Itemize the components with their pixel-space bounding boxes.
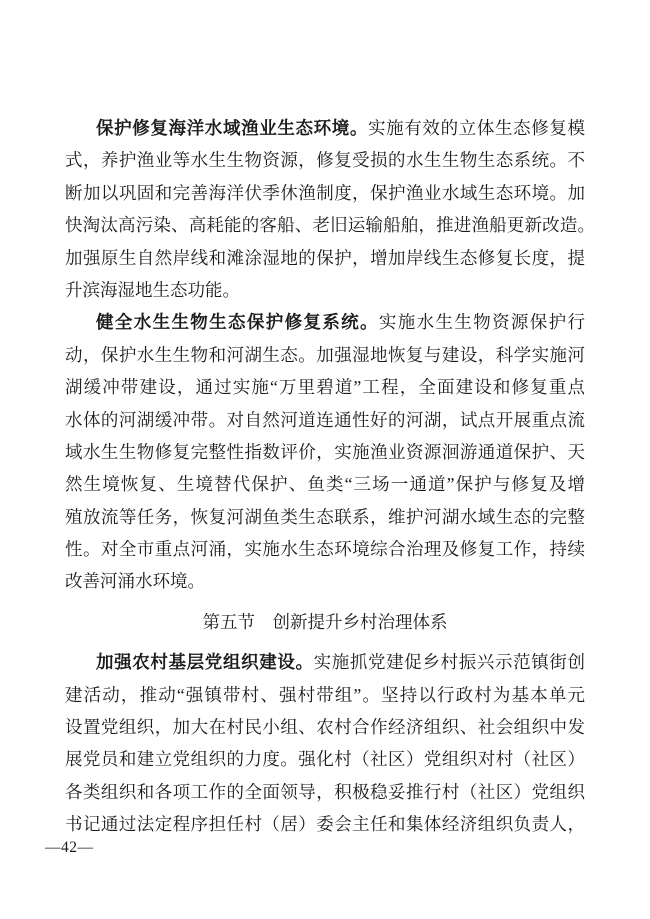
bold-lead-text: 保护修复海洋水域渔业生态环境。 [96, 118, 369, 138]
body-text-run: 式，养护渔业等水生生物资源，修复受损的水生生物生态系统。不 [65, 150, 585, 171]
body-text-run: 水体的河湖缓冲带。对自然河道连通性好的河湖，试点开展重点流 [65, 409, 585, 430]
text-line [65, 711, 585, 743]
text-line [65, 533, 585, 565]
body-text-run: 升滨海湿地生态功能。 [65, 279, 240, 300]
body-text-run: 书记通过法定程序担任村（居）委会主任和集体经济组织负责人， [65, 814, 585, 835]
body-text-run: 实施抓党建促乡村振兴示范镇街创 [313, 652, 586, 673]
text-line [65, 743, 585, 775]
text-line [65, 209, 595, 241]
body-text-run: 建活动，推动“强镇带村、强村带组”。坚持以行政村为基本单元 [65, 684, 585, 705]
text-line [65, 468, 585, 500]
text-line [65, 501, 585, 533]
body-text-run: 展党员和建立党组织的力度。强化村（社区）党组织对村（社区） [65, 749, 585, 770]
text-line [65, 808, 585, 840]
text-line [65, 371, 585, 403]
page-number: —42— [45, 839, 94, 856]
body-text-run: 实施水生生物资源保护行 [378, 312, 586, 333]
bold-lead-text: 健全水生生物生态保护修复系统。 [96, 312, 379, 333]
body-text-run: 设置党组织，加大在村民小组、农村合作经济组织、社会组织中发 [65, 717, 585, 738]
section-heading: 第五节 创新提升乡村治理体系 [202, 611, 448, 632]
text-line [65, 274, 585, 306]
body-text-run: 各类组织和各项工作的全面领导，积极稳妥推行村（社区）党组织 [65, 781, 585, 802]
body-text-run: 然生境恢复、生境替代保护、鱼类“三场一通道”保护与修复及增 [65, 474, 585, 495]
text-line [65, 144, 585, 176]
text-line [65, 646, 585, 678]
body-text-run: 加强原生自然岸线和滩涂湿地的保护，增加岸线生态修复长度，提 [65, 247, 585, 268]
paragraph-2 [65, 306, 585, 598]
text-line [65, 436, 585, 468]
body-text-run: 断加以巩固和完善海洋伏季休渔制度，保护渔业水域生态环境。加 [65, 182, 585, 203]
body-text-run: 快淘汰高污染、高耗能的客船、老旧运输船舶，推进渔船更新改造。 [65, 215, 595, 236]
text-line [65, 112, 585, 144]
text-line [65, 679, 585, 711]
body-text-run: 域水生生物修复完整性指数评价，实施渔业资源洄游通道保护、天 [65, 441, 585, 462]
text-line [65, 339, 585, 371]
document-text [65, 112, 595, 841]
body-text-run: 改善河涌水环境。 [65, 571, 205, 592]
text-line [65, 404, 585, 436]
body-text-run: 实施有效的立体生态修复模 [368, 118, 586, 138]
text-line [65, 776, 585, 808]
body-text-run: 湖缓冲带建设，通过实施“万里碧道”工程，全面建设和修复重点 [65, 377, 585, 398]
body-text-run: 殖放流等任务，恢复河湖鱼类生态联系，维护河湖水域生态的完整 [65, 506, 585, 527]
text-line [65, 242, 585, 274]
text-line [65, 565, 585, 597]
bold-lead-text: 加强农村基层党组织建设。 [96, 652, 314, 673]
body-text-run: 动，保护水生生物和河湖生态。加强湿地恢复与建设，科学实施河 [65, 344, 585, 365]
body-text-run: 性。对全市重点河涌，实施水生态环境综合治理及修复工作，持续 [65, 539, 585, 560]
text-line [65, 306, 585, 338]
paragraph-1 [65, 112, 595, 306]
paragraph-4 [65, 646, 585, 840]
text-line [65, 177, 585, 209]
